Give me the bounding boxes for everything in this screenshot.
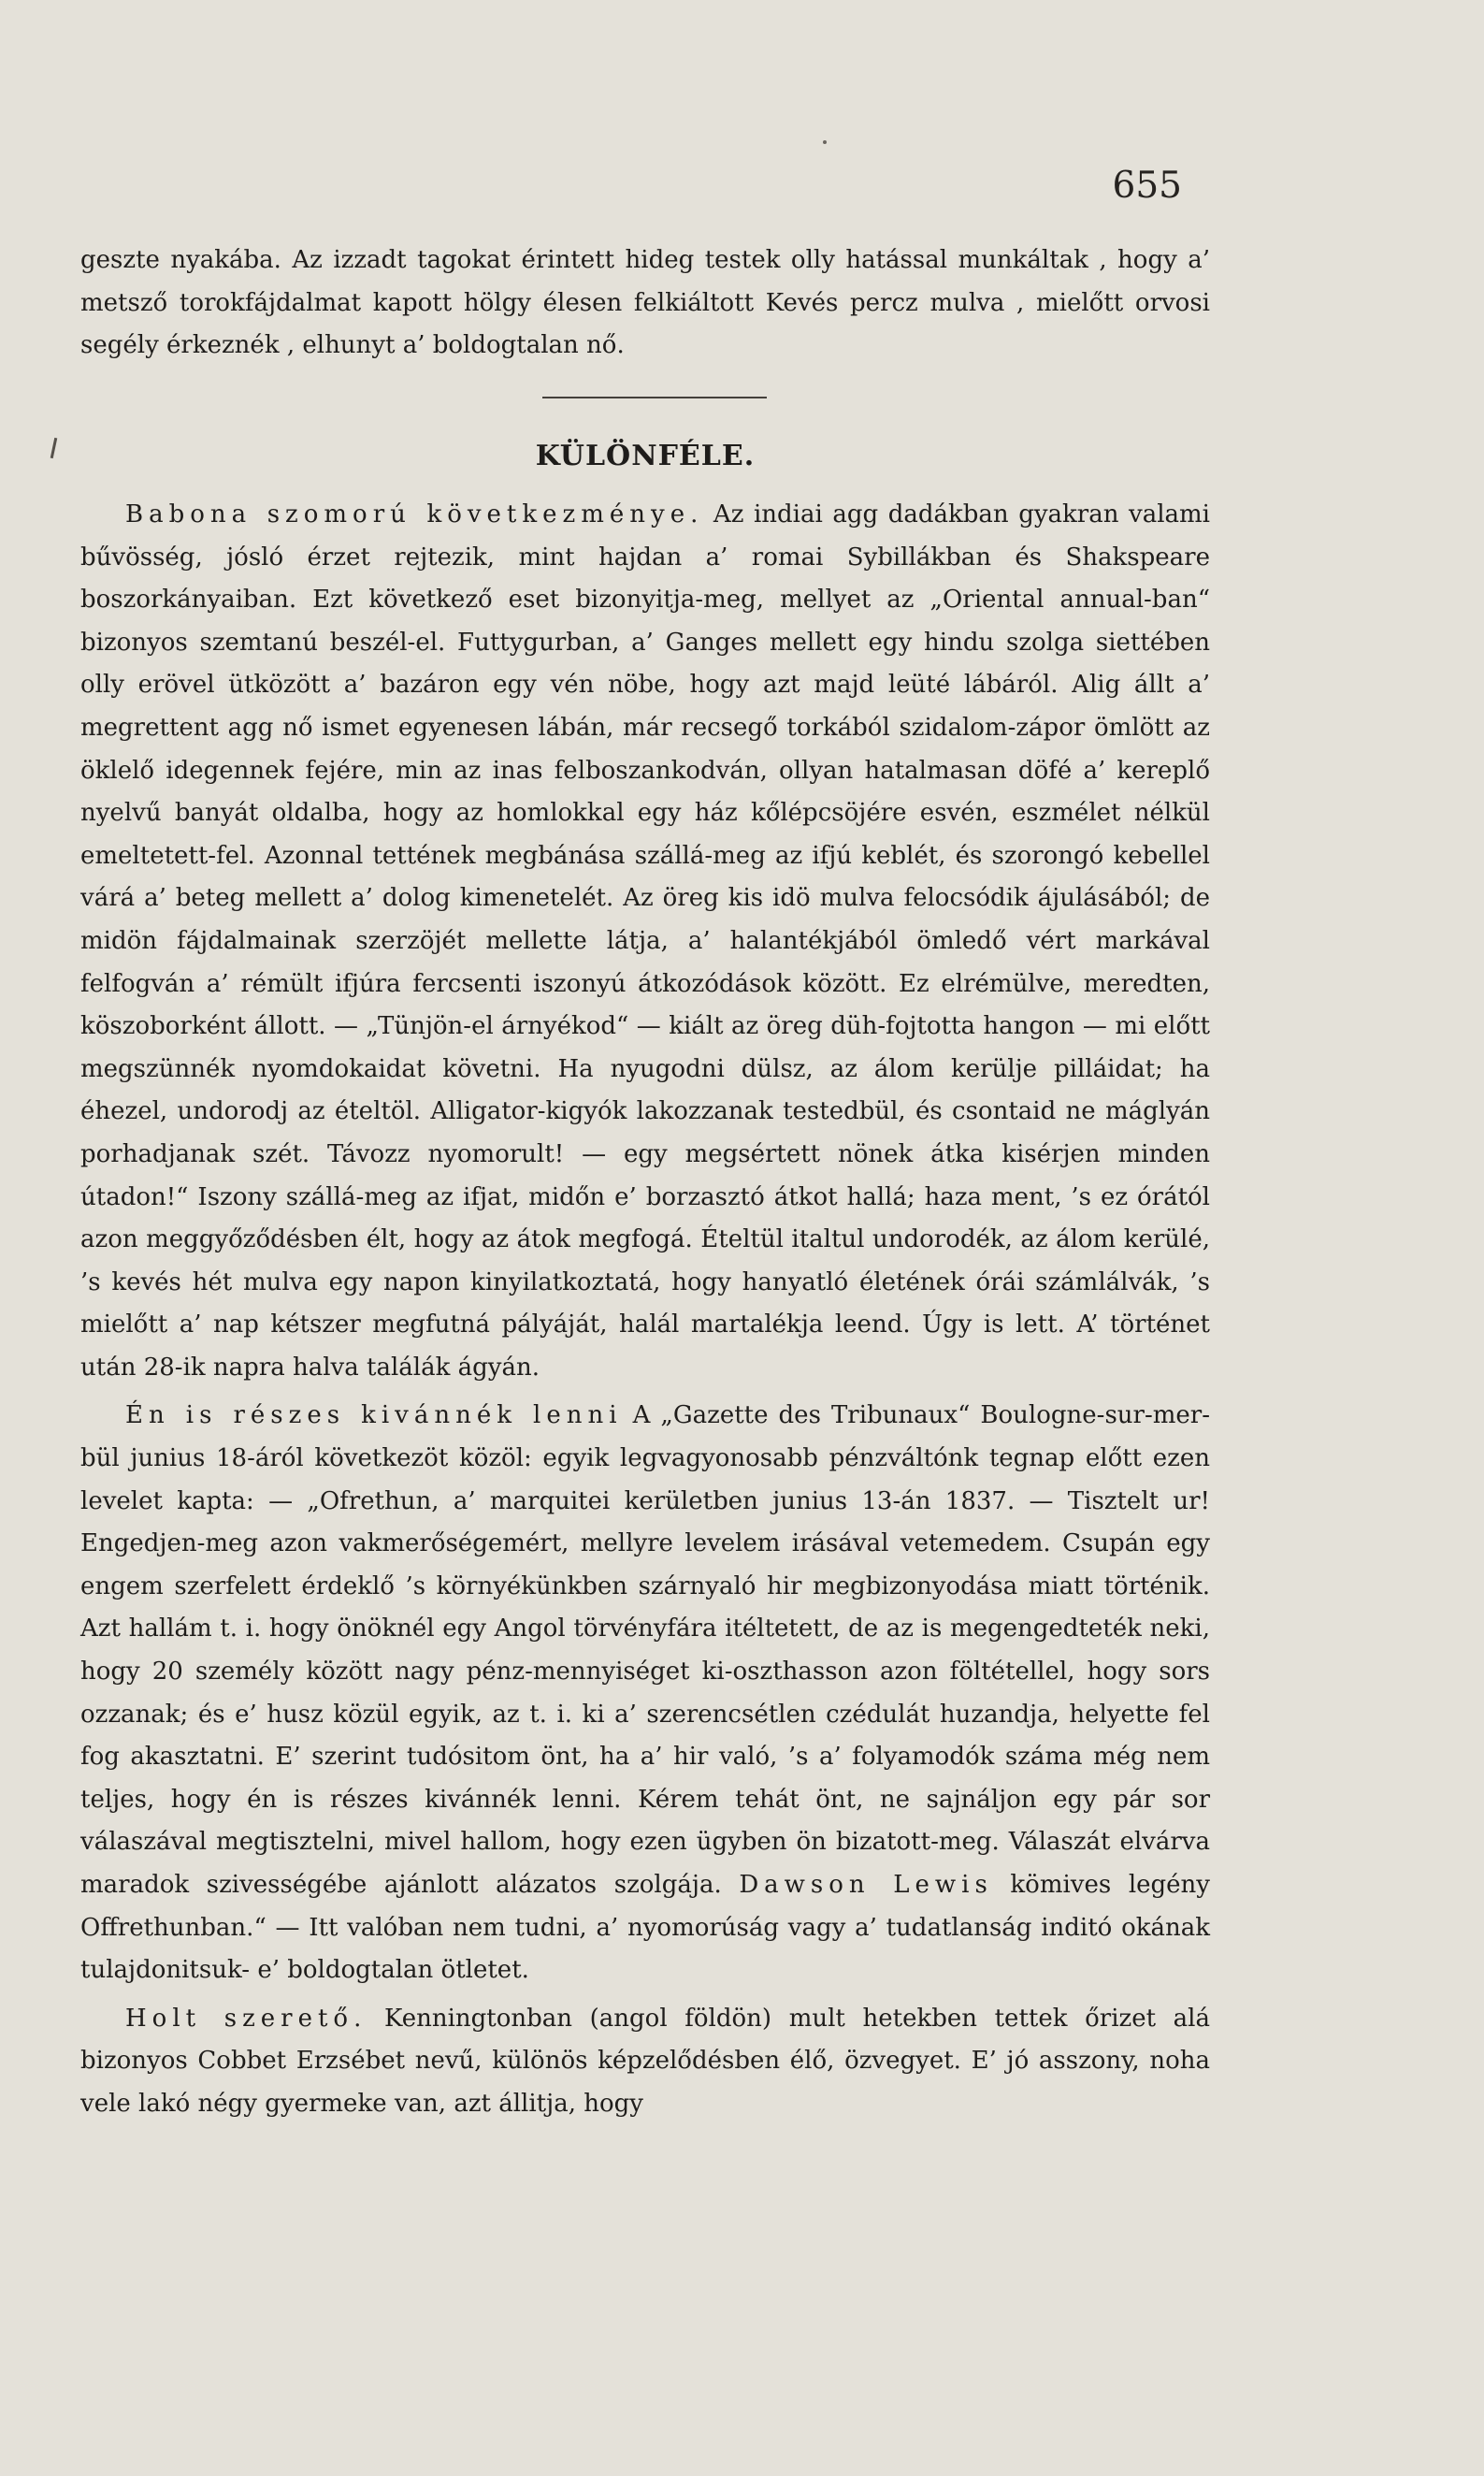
article-text: A „Gazette des Tribunaux“ Boulogne-sur-mer-bül junius 18-áról következöt közöl: egyik legvagyonosabb pénzváltónk tegnap előtt ezen levelet kapta: — „Ofrethun, a’ marquitei kerületben junius 13-án 1837. — Tisztelt ur! Engedjen-meg azon vakmerőségemért, mellyre levelem irásával vetemedem. Csupán egy engem szerfelett érdeklő ’s környékünkben szárnyaló hir megbizonyodása miatt történik. Azt hallám t. i. hogy önöknél egy Angol törvényfára itéltetett, de az is megengedteték neki, hogy 20 személy között nagy pénz-mennyiséget ki-oszthasson azon föltétellel, hogy sors ozzanak; és e’ husz közül egyik, az t. i. ki a’ szerencsétlen czédulát huzandja, helyette fel fog akasztatni. E’ szerint tudósitom önt, ha a’ hir való, ’s a’ folyamodók száma még nem teljes, hogy én is részes kivánnék lenni. Kérem tehát önt, ne sajnáljon egy pár sor válaszával megtisztelni, mivel hallom, hogy ezen ügyben ön bizatott-meg. Válaszát elvárva maradok szivességébe ajánlott alázatos szolgája. (80, 1401, 1210, 1899)
article-text: Az indiai agg dadákban gyakran valami bűvösség, jósló érzet rejtezik, mint hajdan a’ romai Sybillákban és Shakspeare boszorkányaiban. Ezt következő eset bizonyitja-meg, mellyet az „Oriental annual-ban“ bizonyos szemtanú beszél-el. Futtygurban, a’ Ganges mellett egy hindu szolga siettében olly erövel ütközött a’ bazáron egy vén nöbe, hogy azt majd leüté lábáról. Alig állt a’ megrettent agg nő ismet egyenesen lábán, már recsegő torkából szidalom-zápor ömlött az öklelő idegennek fejére, min az inas felboszankodván, ollyan hatalmasan döfé a’ kereplő nyelvű banyát oldalba, hogy az homlokkal egy ház kőlépcsöjére esvén, eszmélet nélkül emeltetett-fel. Azonnal tettének megbánása szállá-meg az ifjú keblét, és szorongó kebellel várá a’ beteg mellett a’ dolog kimenetelét. Az öreg kis idö mulva felocsódik ájulásából; de midön fájdalmainak szerzöjét mellette látja, a’ halantékjából ömledő vért markával felfogván a’ rémült ifjúra fercsenti iszonyú átkozódások között. Ez elrémülve, meredten, köszoborként állott. — „Tünjön-el árnyékod“ — kiált az öreg düh-fojtotta hangon — mi előtt megszünnék nyomdokaidat követni. Ha nyugodni dülsz, az álom kerülje pilláidat; ha éhezel, undorodj az ételtöl. Alligator-kigyók lakozzanak testedbül, és csontaid ne máglyán porhadjanak szét. Távozz nyomorult! — egy megsértett nönek átka kisérjen minden útadon!“ Iszony szállá-meg az ifjat, midőn e’ borzasztó átkot hallá; haza ment, ’s ez órától azon meggyőződésben élt, hogy az átok megfogá. Ételtül italtul undorodék, az álom kerülé, ’s kevés hét mulva egy napon kinyilatkoztatá, hogy hanyatló életének órái számlálvák, ’s mielőtt a’ nap kétszer megfutná pályáját, halál martalékja leend. Úgy is lett. A’ történet után 28-ik napra halva találák ágyán. (80, 500, 1210, 1382)
article-text: kömives legény Offrethunban.“ — Itt valóban nem tudni, a’ nyomorúság vagy a’ tudatlanság inditó okának tulajdonitsuk- e’ boldogtalan ötletet. (80, 1871, 1210, 1985)
page-number: 655 (1112, 165, 1182, 207)
article-title: Holt szerető. (125, 2004, 367, 2033)
section-divider (542, 397, 767, 398)
article-title: Babona szomorú következménye. (125, 500, 704, 529)
article-text: Kenningtonban (angol földön) mult hetekben tettek őrizet alá bizonyos Cobbet Erzsébet nevű, különös képzelődésben élő, özvegyet. E’ jó asszony, noha vele lakó négy gyermeke van, azt állitja, hogy (80, 2004, 1210, 2118)
article-babona (80, 494, 1210, 1389)
body-text (80, 239, 1210, 368)
section-heading: KÜLÖNFÉLE. (535, 440, 756, 472)
article-reszes (80, 1395, 1210, 1991)
article-holt-szereto (80, 1998, 1210, 2126)
letter-signature: Dawson Lewis (739, 1871, 993, 1899)
intro-paragraph: geszte nyakába. Az izzadt tagokat érintett hideg testek olly hatással munkáltak , hogy a’ metsző torokfájdalmat kapott hölgy élesen felkiáltott Kevés percz mulva , mielőtt orvosi segély érkeznék , elhunyt a’ boldogtalan nő. (80, 246, 1210, 360)
articles (80, 494, 1210, 2126)
ink-spot (823, 140, 827, 144)
article-title: Én is részes kivánnék lenni (125, 1401, 623, 1430)
